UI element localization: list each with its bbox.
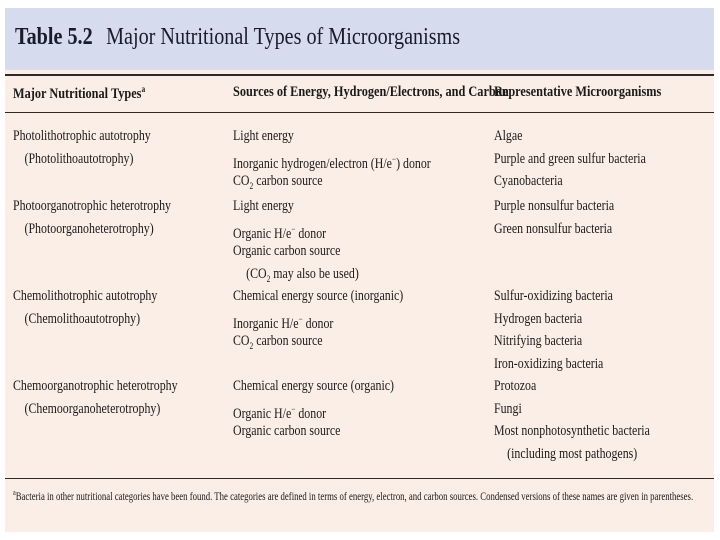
- nutritional-type-cell: [13, 195, 171, 240]
- nutritional-type-name: Photolithotrophic autotrophy: [13, 128, 151, 144]
- sources-cell: [233, 125, 431, 193]
- organism-item: Protozoa: [494, 378, 537, 394]
- nutritional-type-cell: [13, 375, 178, 420]
- organism-item: Sulfur-oxidizing bacteria: [494, 288, 613, 304]
- organism-item: Most nonphotosynthetic bacteria: [494, 423, 650, 439]
- top-rule: [5, 74, 714, 76]
- title-bar: [5, 8, 714, 70]
- source-line: $CO_2$ carbon source: [233, 333, 323, 351]
- sources-cell: [233, 195, 359, 285]
- nutritional-type-name: Photoorganotrophic heterotrophy: [13, 198, 171, 214]
- nutritional-type-alt: (Photoorganoheterotrophy): [24, 220, 154, 237]
- organisms-cell: [494, 285, 613, 375]
- nutritional-type-name: Chemolithotrophic autotrophy: [13, 288, 158, 304]
- nutritional-type-cell: [13, 285, 157, 330]
- header-organisms: Representative Microorganisms: [494, 84, 662, 100]
- organism-item: Purple and green sulfur bacteria: [494, 150, 646, 167]
- header-sources: Sources of Energy, Hydrogen/Electrons, and Carbon: [233, 84, 509, 100]
- organism-item: (including most pathogens): [507, 445, 638, 462]
- organism-item: Nitrifying bacteria: [494, 333, 583, 349]
- organism-item: Fungi: [494, 400, 522, 417]
- table-footnote: $^a$Bacteria in other nutritional categories have been found. The categories are defined in terms of energy, electron, and carbon sources. Condensed versions of these names are given in parentheses.: [13, 488, 694, 503]
- nutritional-type-alt: (Photolithoautotrophy): [24, 150, 134, 167]
- source-line: Chemical energy source (organic): [233, 378, 395, 394]
- organisms-cell: [494, 195, 614, 240]
- organism-item: Purple nonsulfur bacteria: [494, 198, 615, 214]
- organism-item: Green nonsulfur bacteria: [494, 220, 613, 237]
- source-line: Organic H/e− donor: [233, 403, 327, 422]
- organism-item: Hydrogen bacteria: [494, 310, 583, 327]
- nutritional-type-name: Chemoorganotrophic heterotrophy: [13, 378, 178, 394]
- source-line: Organic carbon source: [233, 423, 341, 439]
- table-number: Table 5.2: [15, 24, 93, 50]
- source-line: ($CO_2$ may also be used): [246, 265, 359, 284]
- bottom-rule: [5, 478, 714, 479]
- sources-cell: [233, 285, 403, 353]
- table-title: [15, 24, 460, 51]
- header-rule: [5, 112, 714, 113]
- source-line: Inorganic hydrogen/electron (H/e−) donor: [233, 153, 431, 172]
- nutritional-type-alt: (Chemoorganoheterotrophy): [24, 400, 161, 417]
- organisms-cell: [494, 375, 650, 465]
- table-panel: [5, 8, 714, 532]
- organism-item: Iron-oxidizing bacteria: [494, 355, 604, 372]
- table-title-text: Major Nutritional Types of Microorganisms: [106, 24, 461, 50]
- header-nutritional-types: Major Nutritional Types$^a$: [13, 84, 146, 102]
- source-line: Chemical energy source (inorganic): [233, 288, 404, 304]
- sources-cell: [233, 375, 394, 443]
- source-line: Inorganic H/e− donor: [233, 313, 334, 332]
- nutritional-type-alt: (Chemolithoautotrophy): [24, 310, 141, 327]
- source-line: Organic H/e− donor: [233, 223, 327, 242]
- organism-item: Cyanobacteria: [494, 173, 563, 189]
- source-line: Light energy: [233, 128, 294, 144]
- source-line: Organic carbon source: [233, 243, 341, 259]
- organisms-cell: [494, 125, 646, 193]
- nutritional-type-cell: [13, 125, 151, 170]
- organism-item: Algae: [494, 128, 523, 144]
- source-line: $CO_2$ carbon source: [233, 173, 323, 191]
- source-line: Light energy: [233, 198, 294, 214]
